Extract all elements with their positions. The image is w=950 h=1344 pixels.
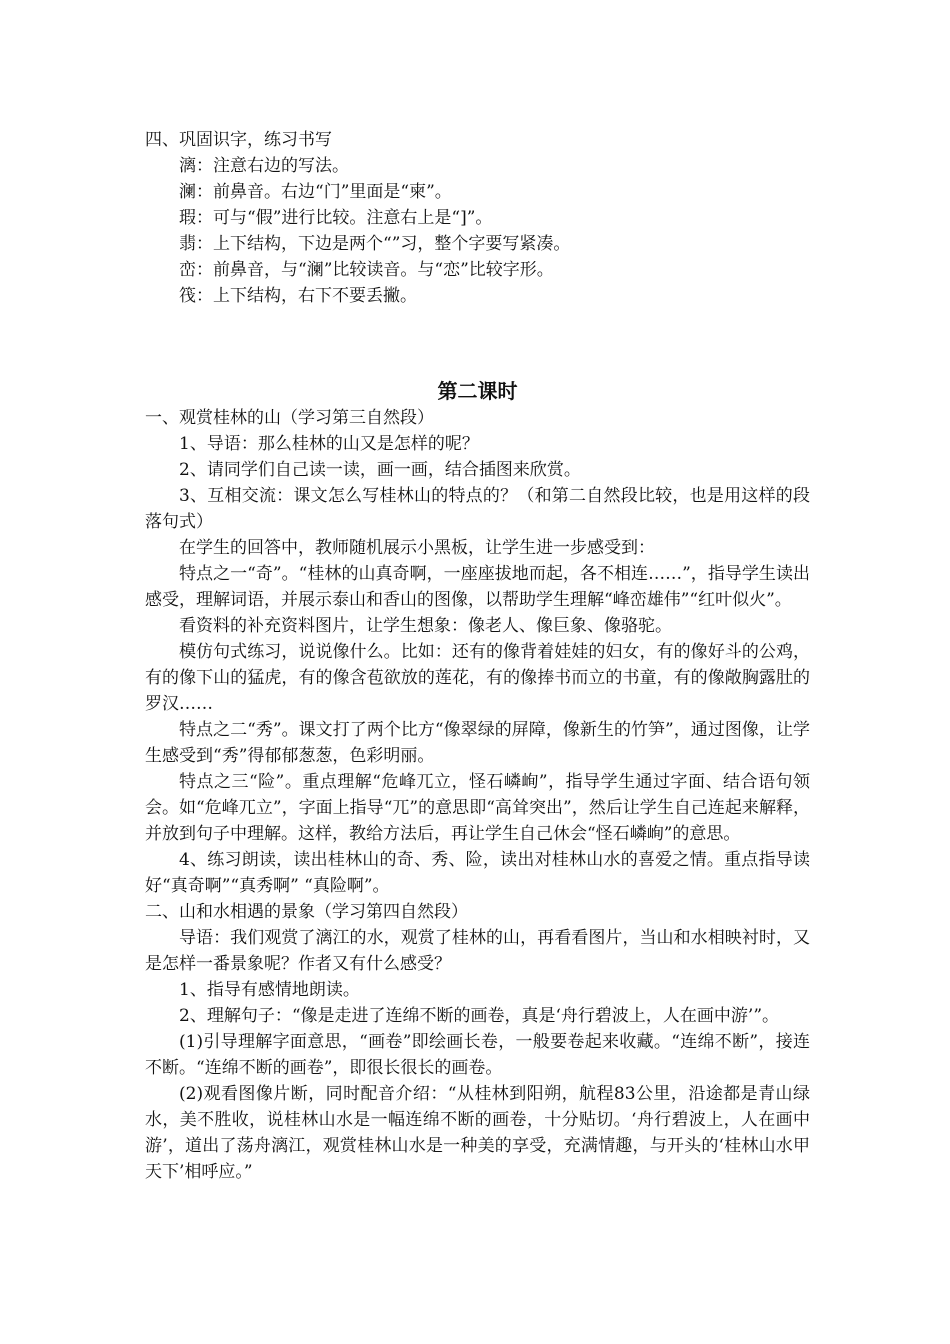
section-heading: 一、观赏桂林的山（学习第三自然段） (145, 408, 434, 428)
section-heading: 四、巩固识字，练习书写 (145, 130, 332, 150)
paragraph: 特点之一“奇”。“桂林的山真奇啊，一座座拔地而起，各不相连……”，指导学生读出感受，理解词语，并展示泰山和香山的图像，以帮助学生理解“峰峦雄伟”“红叶似火”。 (145, 564, 810, 610)
character-note: 筏：上下结构，右下不要丢撇。 (179, 286, 417, 306)
paragraph: 1、指导有感情地朗读。 (179, 980, 360, 1000)
character-note: 瑕：可与“假”进行比较。注意右上是“]”。 (179, 208, 493, 228)
paragraph: 模仿句式练习，说说像什么。比如：还有的像背着娃娃的妇女，有的像好斗的公鸡，有的像下山的猛虎，有的像含苞欲放的莲花，有的像捧书而立的书童，有的像敞胸露肚的罗汉…… (145, 642, 810, 714)
paragraph: 导语：我们观赏了漓江的水，观赏了桂林的山，再看看图片，当山和水相映衬时，又是怎样一番景象呢？作者又有什么感受？ (145, 928, 810, 974)
character-note: 澜：前鼻音。右边“门”里面是“柬”。 (179, 182, 452, 202)
character-note: 翡：上下结构，下边是两个“”习，整个字要写紧凑。 (179, 234, 571, 254)
paragraph: 特点之三“险”。重点理解“危峰兀立，怪石嶙峋”，指导学生通过字面、结合语句领会。如“危峰兀立”，字面上指导“兀”的意思即“高耸突出”，然后让学生自己连起来解释，并放到句子中理解。这样，教给方法后，再让学生自己休会“怪石嶙峋”的意思。 (145, 772, 810, 844)
paragraph: 4、练习朗读，读出桂林山的奇、秀、险，读出对桂林山水的喜爱之情。重点指导读好“真奇啊”“真秀啊” “真险啊”。 (145, 850, 810, 896)
paragraph: 看资料的补充资料图片，让学生想象：像老人、像巨象、像骆驼。 (179, 616, 672, 636)
paragraph: 1、导语：那么桂林的山又是怎样的呢？ (179, 434, 479, 454)
paragraph: 3、互相交流：课文怎么写桂林山的特点的？（和第二自然段比较，也是用这样的段落句式） (145, 486, 810, 532)
character-note: 漓：注意右边的写法。 (179, 156, 349, 176)
character-note: 峦：前鼻音，与“澜”比较读音。与“恋”比较字形。 (179, 260, 554, 280)
section-heading: 二、山和水相遇的景象（学习第四自然段） (145, 902, 468, 922)
paragraph: 在学生的回答中，教师随机展示小黑板，让学生进一步感受到： (179, 538, 655, 558)
paragraph: (2)观看图像片断，同时配音介绍：“从桂林到阳朔，航程83公里，沿途都是青山绿水，美不胜收，说桂林山水是一幅连绵不断的画卷，十分贴切。‘舟行碧波上，人在画中游’，道出了荡舟漓江，观赏桂林山水是一种美的享受，充满情趣，与开头的‘桂林山水甲天下’相呼应。” (145, 1084, 810, 1182)
paragraph: 特点之二“秀”。课文打了两个比方“像翠绿的屏障，像新生的竹笋”，通过图像，让学生感受到“秀”得郁郁葱葱，色彩明丽。 (145, 720, 810, 766)
paragraph: (1)引导理解字面意思，“画卷”即绘画长卷，一般要卷起来收藏。“连绵不断”，接连不断。“连绵不断的画卷”，即很长很长的画卷。 (145, 1032, 810, 1078)
lesson-title: 第二课时 (437, 379, 518, 403)
paragraph: 2、请同学们自己读一读，画一画，结合插图来欣赏。 (179, 460, 581, 480)
paragraph: 2、理解句子：“像是走进了连绵不断的画卷，真是‘舟行碧波上，人在画中游’”。 (179, 1006, 780, 1026)
document-page (145, 127, 810, 1185)
